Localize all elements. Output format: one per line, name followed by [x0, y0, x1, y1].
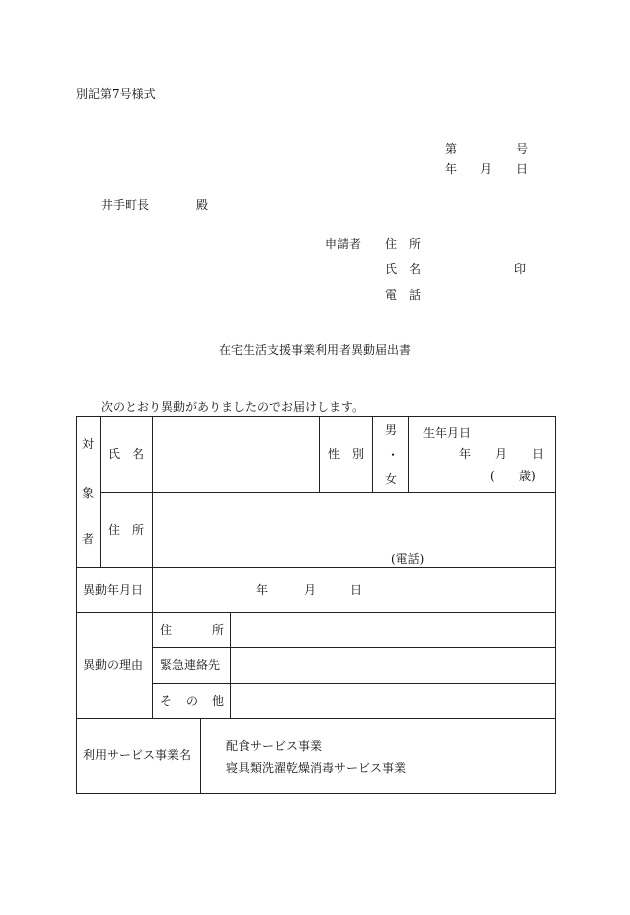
date-day: 日	[516, 162, 529, 176]
name-label: 氏 名	[108, 447, 145, 461]
phone-note: (電話)	[391, 552, 425, 566]
applicant-label: 申請者	[325, 237, 362, 251]
table-border-bottom	[76, 793, 556, 794]
reason-address-char-1: 住	[160, 623, 173, 637]
service-meal-delivery: 配食サービス事業	[226, 739, 323, 753]
address-label: 住 所	[108, 523, 145, 537]
col-divider-sex-label-right	[372, 416, 373, 493]
date-month: 月	[480, 162, 493, 176]
reason-other-char-3: 他	[212, 694, 225, 708]
subject-char-2: 象	[82, 486, 95, 500]
service-label: 利用サービス事業名	[83, 748, 192, 762]
service-bedding-cleaning: 寝具類洗濯乾燥消毒サービス事業	[226, 761, 407, 775]
table-border-top	[76, 416, 556, 417]
sex-label: 性 別	[328, 447, 365, 461]
subject-char-1: 対	[82, 437, 95, 451]
birth-day: 日	[532, 447, 545, 461]
col-divider-name-label	[152, 416, 153, 493]
row-divider-reason	[76, 718, 556, 719]
col-divider-sex-options	[408, 416, 409, 493]
addressee-honorific: 殿	[196, 198, 209, 212]
age-open: (	[490, 469, 495, 483]
col-divider-service-label	[200, 718, 201, 794]
col-divider-sex-label-left	[319, 416, 320, 493]
reason-label: 異動の理由	[83, 658, 144, 672]
reason-emergency-contact: 緊急連絡先	[160, 658, 221, 672]
document-title: 在宅生活支援事業利用者異動届出書	[219, 343, 412, 357]
sex-option-male: 男	[385, 423, 398, 437]
row-divider-reason-2	[152, 683, 556, 684]
col-divider-address-label	[152, 492, 153, 568]
reason-other-char-1: そ	[160, 694, 173, 708]
reason-other-char-2: の	[186, 694, 199, 708]
doc-number-prefix: 第	[445, 142, 458, 156]
col-divider-subject	[100, 416, 101, 568]
applicant-address-label: 住 所	[385, 237, 422, 251]
col-divider-date-label	[152, 567, 153, 613]
birth-month: 月	[495, 447, 508, 461]
row-divider-reason-1	[152, 647, 556, 648]
change-day: 日	[350, 583, 363, 597]
birth-year: 年	[459, 447, 472, 461]
sex-option-female: 女	[385, 472, 398, 486]
row-divider-date	[76, 612, 556, 613]
date-year: 年	[445, 162, 458, 176]
col-divider-reason-items	[230, 612, 231, 719]
change-month: 月	[304, 583, 317, 597]
sex-option-separator: ・	[387, 448, 400, 462]
doc-number-suffix: 号	[516, 142, 529, 156]
subject-char-3: 者	[82, 532, 95, 546]
col-divider-reason-label	[152, 612, 153, 719]
addressee-name: 井手町長	[101, 198, 150, 212]
row-divider-subject	[76, 567, 556, 568]
change-date-label: 異動年月日	[83, 583, 144, 597]
applicant-name-label: 氏 名	[385, 262, 422, 276]
intro-text: 次のとおり異動がありましたのでお届けします。	[101, 400, 365, 414]
table-border-right	[555, 416, 556, 794]
row-divider-name	[100, 492, 556, 493]
table-border-left	[76, 416, 77, 794]
reason-address-char-2: 所	[212, 623, 225, 637]
seal-mark: 印	[514, 262, 527, 276]
change-year: 年	[256, 583, 269, 597]
age-close: 歳)	[519, 469, 536, 483]
birth-date-label: 生年月日	[423, 426, 472, 440]
form-number: 別記第7号様式	[76, 87, 156, 101]
applicant-phone-label: 電 話	[385, 288, 422, 302]
